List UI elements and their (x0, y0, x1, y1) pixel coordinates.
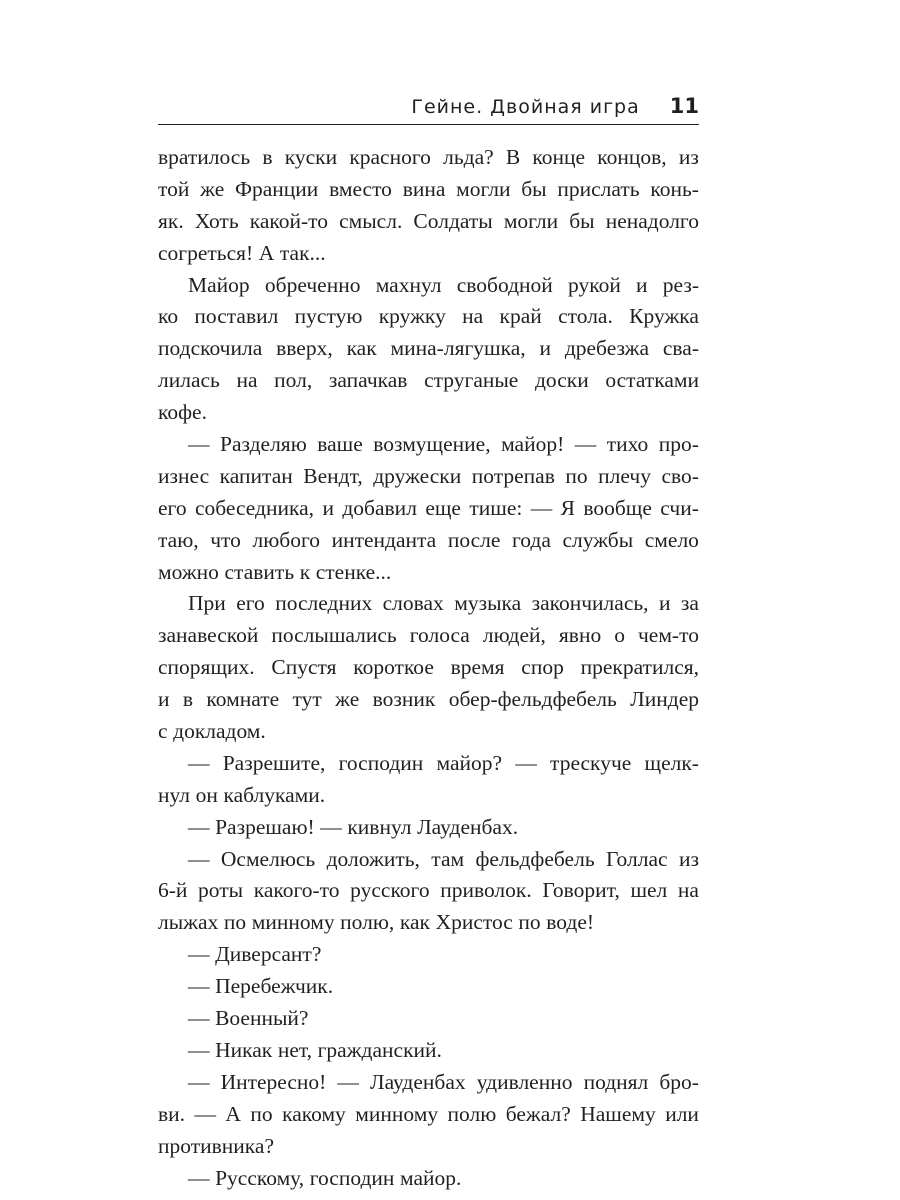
text-line: лилась на пол, запачкав струганые доски остатками (158, 368, 699, 393)
text-line: ви. — А по какому минному полю бежал? Нашему или (158, 1101, 699, 1126)
text-line: спорящих. Спустя короткое время спор прекратился, (158, 655, 699, 680)
text-line: — Интересно! — Лауденбах удивленно поднял бро- (188, 1069, 699, 1094)
header-divider (158, 124, 699, 125)
text-line: нул он каблуками. (158, 782, 326, 807)
text-line: и в комнате тут же возник обер-фельдфебель Линдер (158, 687, 699, 712)
text-line: — Перебежчик. (188, 974, 334, 999)
text-line: с докладом. (158, 719, 266, 744)
text-line: — Военный? (188, 1006, 309, 1031)
text-line: — Диверсант? (188, 942, 322, 967)
text-line: ко поставил пустую кружку на край стола. Кружка (158, 304, 699, 329)
text-line: вратилось в куски красного льда? В конце концов, из (158, 145, 699, 169)
text-line: 6-й роты какого-то русского приволок. Говорит, шел на (158, 878, 699, 903)
page-number: 11 (669, 94, 699, 118)
text-line: занавеской послышались голоса людей, явно о чем-то (158, 623, 699, 648)
text-line: Майор обреченно махнул свободной рукой и рез- (188, 272, 699, 297)
text-line: противника? (158, 1133, 274, 1158)
body-text (158, 142, 699, 1194)
text-line: — Разрешите, господин майор? — трескуче щелк- (188, 750, 699, 775)
text-line: согреться! А так... (158, 240, 326, 265)
text-line: кофе. (158, 400, 207, 425)
text-line: его собеседника, и добавил еще тише: — Я вообще счи- (158, 495, 699, 520)
text-line: можно ставить к стенке... (158, 559, 392, 584)
text-line: таю, что любого интенданта после года службы смело (158, 527, 699, 552)
text-line: — Осмелюсь доложить, там фельдфебель Голлас из (188, 846, 699, 871)
running-header (158, 92, 699, 122)
text-line: — Русскому, господин майор. (188, 1165, 462, 1190)
text-line: як. Хоть какой-то смысл. Солдаты могли бы ненадолго (158, 208, 699, 233)
running-title: Гейне. Двойная игра (411, 96, 640, 118)
text-line: При его последних словах музыка закончилась, и за (188, 591, 699, 616)
text-line: — Разрешаю! — кивнул Лауденбах. (188, 814, 519, 839)
text-line: — Никак нет, гражданский. (188, 1037, 442, 1062)
text-line: изнес капитан Вендт, дружески потрепав по плечу сво- (158, 463, 699, 488)
text-line: лыжах по минному полю, как Христос по воде! (158, 910, 595, 935)
text-line: той же Франции вместо вина могли бы прислать конь- (158, 176, 699, 201)
text-line: подскочила вверх, как мина-лягушка, и дребезжа сва- (158, 336, 699, 361)
text-line: — Разделяю ваше возмущение, майор! — тихо про- (188, 432, 699, 457)
